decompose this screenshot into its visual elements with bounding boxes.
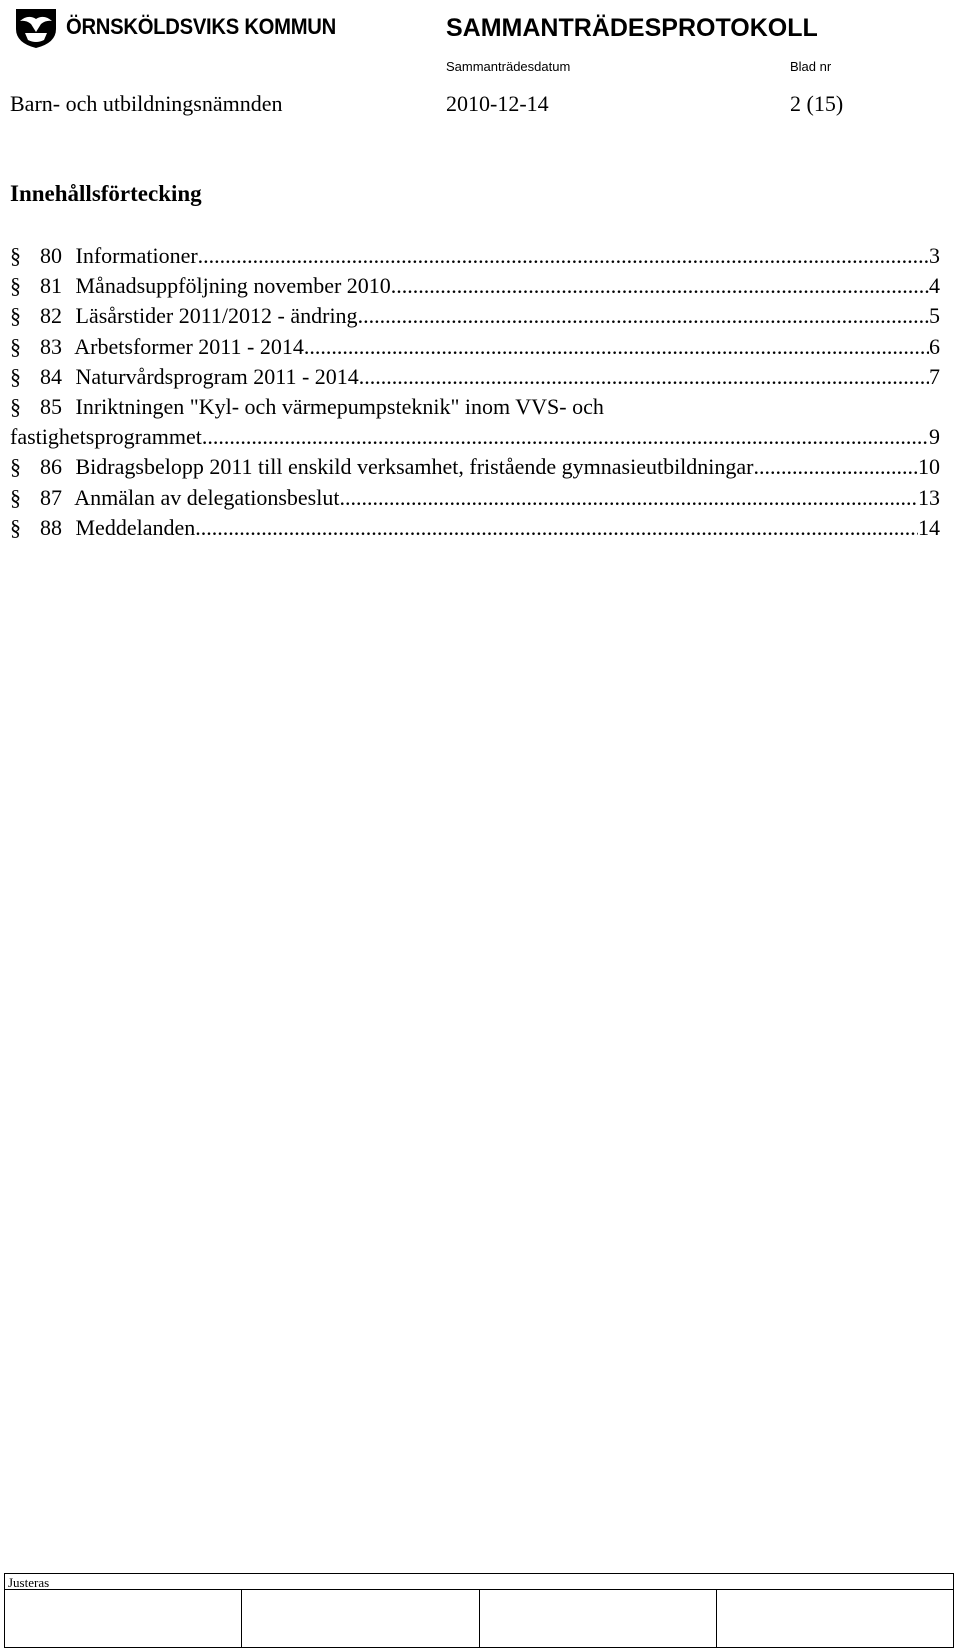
- toc-entry-title: Anmälan av delegationsbeslut: [74, 484, 340, 510]
- signature-cell: [717, 1590, 953, 1647]
- section-sign: §: [10, 363, 21, 389]
- toc-entry-title: Läsårstider 2011/2012 - ändring: [75, 303, 358, 329]
- toc-entry: [10, 362, 940, 392]
- toc-entry: [10, 483, 940, 513]
- toc-entry-page: 10: [918, 454, 940, 480]
- toc-entry-page: 13: [918, 484, 940, 510]
- toc-entry-number: 87: [40, 484, 62, 510]
- toc-entry-page: 7: [929, 363, 940, 389]
- toc-entry: [10, 271, 940, 301]
- municipality-logo: [14, 4, 359, 50]
- toc-entry: [10, 513, 940, 543]
- coat-of-arms-icon: [14, 5, 58, 49]
- section-sign: §: [10, 484, 21, 510]
- section-sign: §: [10, 393, 21, 419]
- toc-entry: [10, 392, 940, 422]
- leader-dots: [754, 452, 919, 482]
- toc-entry-number: 84: [40, 363, 62, 389]
- signature-cell: [242, 1590, 479, 1647]
- toc-entry-number: 85: [40, 393, 62, 419]
- toc-entry-number: 83: [40, 333, 62, 359]
- toc-entry-continuation: [10, 422, 940, 452]
- section-sign: §: [10, 454, 21, 480]
- toc-entry-page: 14: [918, 514, 940, 540]
- toc-entry-number: 88: [40, 514, 62, 540]
- signature-cells: [5, 1589, 953, 1647]
- justeras-label: Justeras: [8, 1575, 50, 1590]
- signature-cell: [480, 1590, 717, 1647]
- toc-entry: [10, 241, 940, 271]
- table-of-contents: [10, 241, 940, 543]
- leader-dots: [202, 422, 929, 452]
- toc-heading: Innehållsförtecking: [10, 181, 202, 206]
- section-sign: §: [10, 514, 21, 540]
- toc-entry-title: Meddelanden: [75, 514, 196, 540]
- toc-entry-page: 9: [929, 424, 940, 450]
- leader-dots: [304, 332, 929, 362]
- section-sign: §: [10, 303, 21, 329]
- sheet-number: 2 (15): [790, 91, 844, 116]
- document-type-title: SAMMANTRÄDESPROTOKOLL: [446, 14, 818, 42]
- leader-dots: [359, 362, 929, 392]
- section-sign: §: [10, 243, 21, 268]
- leader-dots: [339, 483, 918, 513]
- toc-entry-page: 3: [929, 243, 940, 268]
- date-label: Sammanträdesdatum: [446, 59, 571, 74]
- toc-entry-title: Arbetsformer 2011 - 2014: [74, 333, 304, 359]
- toc-entry-number: 86: [40, 454, 62, 480]
- toc-entry-title: Naturvårdsprogram 2011 - 2014: [75, 363, 359, 389]
- leader-dots: [195, 513, 918, 543]
- toc-entry: [10, 301, 940, 331]
- toc-entry-number: 80: [40, 243, 62, 268]
- sheet-label: Blad nr: [790, 59, 832, 74]
- signature-cell: [5, 1590, 242, 1647]
- section-sign: §: [10, 273, 21, 299]
- toc-entry-page: 4: [929, 273, 940, 299]
- toc-entry-title: Månadsuppföljning november 2010: [75, 273, 391, 299]
- toc-entry-page: 6: [929, 333, 940, 359]
- municipality-name: ÖRNSKÖLDSVIKS KOMMUN: [66, 14, 336, 39]
- justeras-signature-box: [4, 1573, 954, 1648]
- leader-dots: [198, 241, 929, 271]
- toc-entry-number: 81: [40, 273, 62, 299]
- committee-name: Barn- och utbildningsnämnden: [10, 91, 283, 116]
- section-sign: §: [10, 333, 21, 359]
- toc-entry-title: Bidragsbelopp 2011 till enskild verksamhet, fristående gymnasieutbildningar: [75, 454, 754, 480]
- meeting-date: 2010-12-14: [446, 91, 549, 116]
- toc-entry-title-continuation: fastighetsprogrammet: [10, 424, 202, 450]
- leader-dots: [391, 271, 929, 301]
- toc-entry: [10, 452, 940, 482]
- toc-entry-title: Informationer: [75, 243, 198, 268]
- toc-entry-number: 82: [40, 303, 62, 329]
- toc-entry: [10, 332, 940, 362]
- toc-entry-title: Inriktningen "Kyl- och värmepumpsteknik" inom VVS- och: [75, 393, 604, 419]
- toc-entry-page: 5: [929, 303, 940, 329]
- leader-dots: [358, 301, 929, 331]
